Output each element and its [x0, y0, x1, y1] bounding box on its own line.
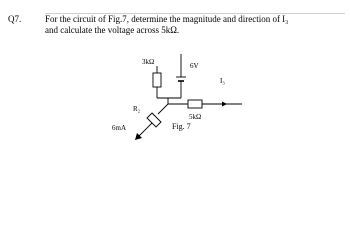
current-i3-arrow: [222, 102, 227, 107]
resistor-5k-label: 5kΩ: [189, 113, 202, 121]
resistor-3k: [153, 73, 161, 87]
figure-caption: Fig. 7: [172, 122, 191, 131]
source-6v-label: 6V: [190, 62, 199, 70]
resistor-3k-label: 3kΩ: [142, 58, 155, 66]
resistor-r2: [147, 113, 161, 127]
current-i3-label: I₃: [220, 77, 225, 85]
question-line-2: and calculate the voltage across 5kΩ.: [45, 25, 180, 35]
wire-r2-lower: [138, 123, 152, 137]
question-line-1: For the circuit of Fig.7, determine the magnitude and direction of I₃: [45, 14, 289, 24]
question-number: Q7.: [8, 14, 22, 24]
current-source-label: 6mA: [112, 124, 126, 132]
wire-r2-upper: [158, 104, 168, 114]
resistor-5k: [188, 100, 202, 108]
resistor-r2-label: R₂: [133, 105, 141, 113]
